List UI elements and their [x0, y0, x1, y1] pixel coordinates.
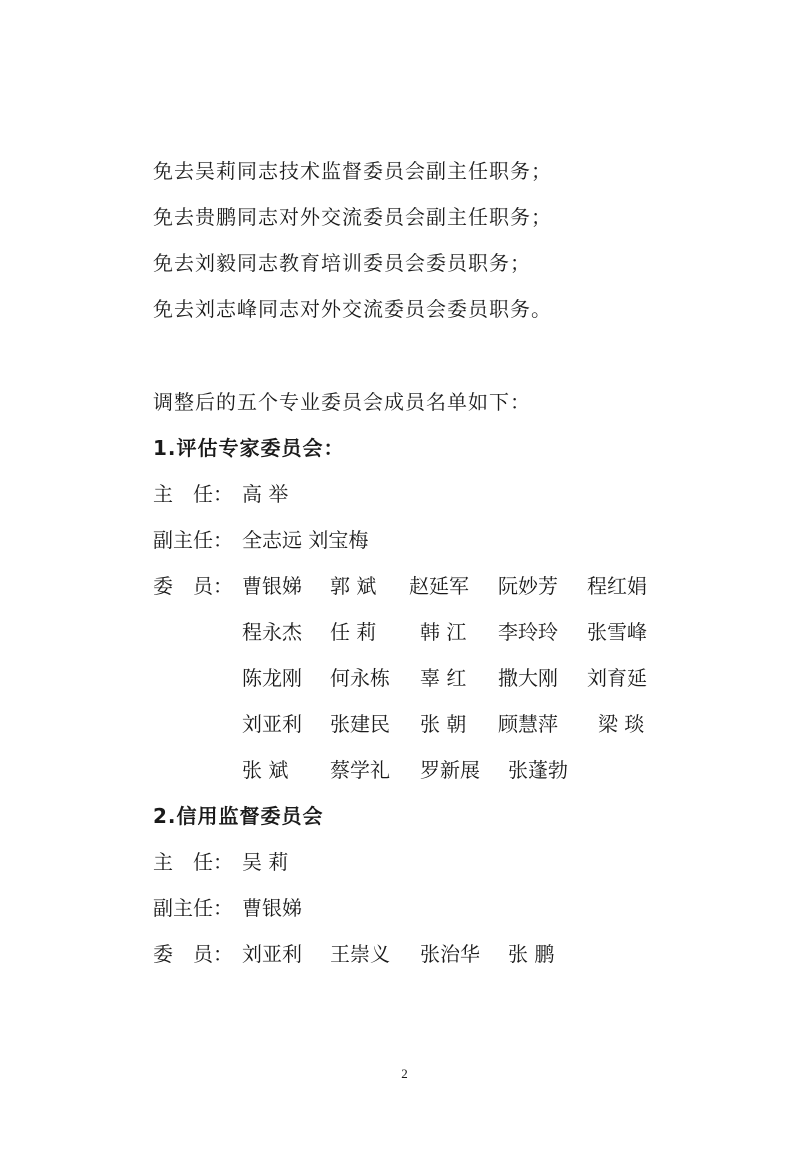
member-name: 顾慧萍 [498, 712, 558, 736]
committee-1-deputy: 全志远 刘宝梅 [242, 528, 369, 552]
member-name: 陈龙刚 [242, 666, 302, 690]
member-name: 刘育延 [587, 666, 647, 690]
member-name: 辜 红 [420, 666, 467, 690]
intro-text: 调整后的五个专业委员会成员名单如下： [153, 390, 531, 414]
member-name: 张 鹏 [508, 942, 555, 966]
committee-2-deputy: 曹银娣 [242, 896, 302, 920]
removal-line-2: 免去贵鹏同志对外交流委员会副主任职务； [153, 205, 552, 229]
committee-1-director: 高 举 [242, 482, 289, 506]
member-name: 罗新展 [420, 758, 480, 782]
member-name: 程永杰 [242, 620, 302, 644]
member-name: 张蓬勃 [508, 758, 568, 782]
member-name: 梁 琰 [598, 712, 645, 736]
member-name: 王崇义 [330, 942, 390, 966]
page-number: 2 [401, 1066, 408, 1081]
member-name: 张建民 [330, 712, 390, 736]
member-name: 张雪峰 [587, 620, 647, 644]
committee-2-members-label: 委 员： [153, 942, 233, 966]
committee-2-deputy-label: 副主任： [153, 896, 233, 920]
member-name: 张治华 [420, 942, 480, 966]
member-name: 赵延军 [409, 574, 469, 598]
member-name: 张 朝 [420, 712, 467, 736]
member-name: 阮妙芳 [498, 574, 558, 598]
member-name: 郭 斌 [330, 574, 377, 598]
committee-1-title: 1.评估专家委员会： [153, 436, 345, 460]
member-name: 任 莉 [330, 620, 377, 644]
committee-1-director-label: 主 任： [153, 482, 233, 506]
removal-line-1: 免去吴莉同志技术监督委员会副主任职务； [153, 159, 552, 183]
committee-2-title: 2.信用监督委员会 [153, 804, 324, 828]
member-name: 程红娟 [587, 574, 647, 598]
member-name: 撒大刚 [498, 666, 558, 690]
member-name: 李玲玲 [498, 620, 558, 644]
committee-2-director: 吴 莉 [242, 850, 289, 874]
removal-line-3: 免去刘毅同志教育培训委员会委员职务； [153, 251, 531, 275]
member-name: 蔡学礼 [330, 758, 390, 782]
member-name: 何永栋 [330, 666, 390, 690]
member-name: 韩 江 [420, 620, 467, 644]
committee-1-members-label: 委 员： [153, 574, 233, 598]
member-name: 曹银娣 [242, 574, 302, 598]
member-name: 刘亚利 [242, 942, 302, 966]
committee-2-director-label: 主 任： [153, 850, 233, 874]
member-name: 刘亚利 [242, 712, 302, 736]
removal-line-4: 免去刘志峰同志对外交流委员会委员职务。 [153, 297, 552, 321]
member-name: 张 斌 [242, 758, 289, 782]
committee-1-deputy-label: 副主任： [153, 528, 233, 552]
